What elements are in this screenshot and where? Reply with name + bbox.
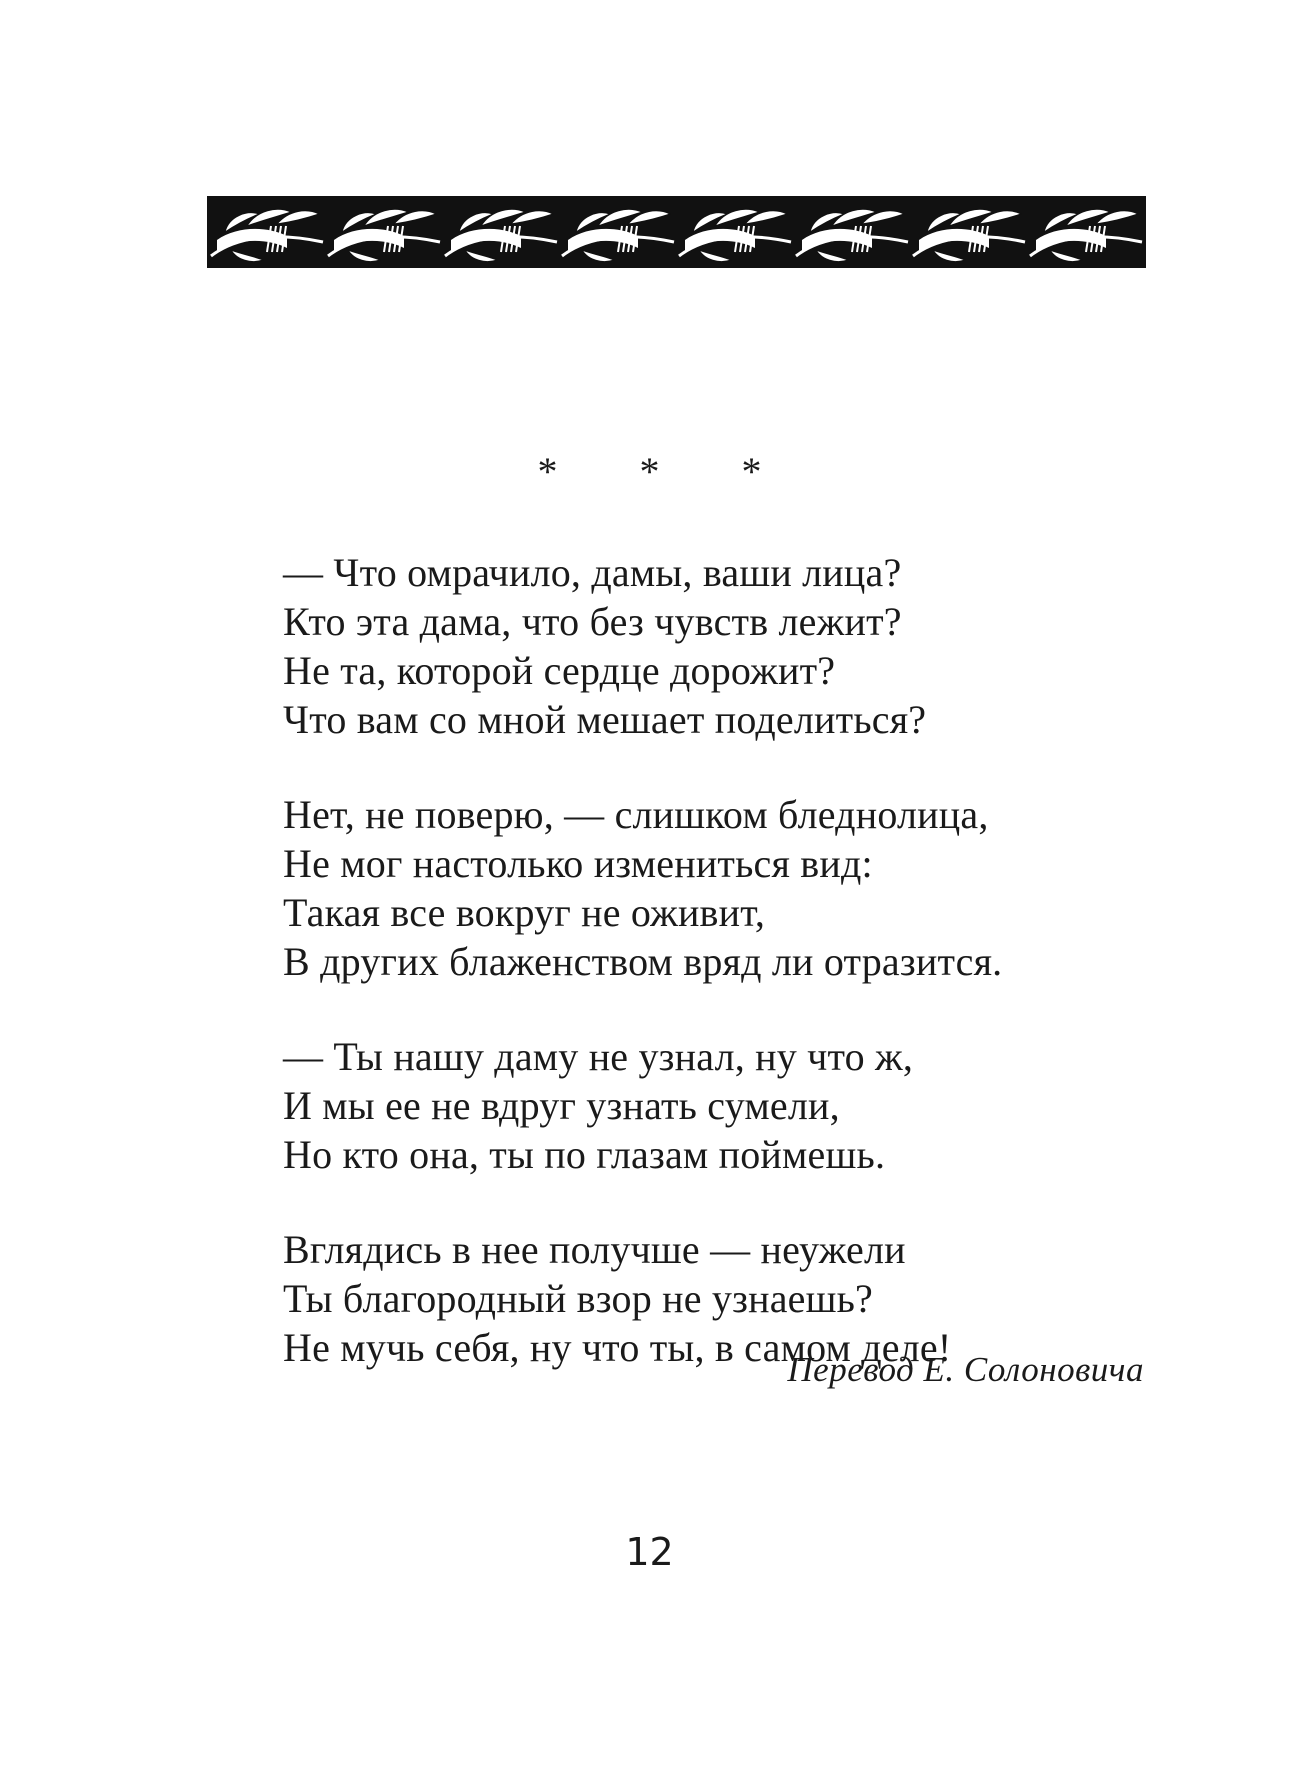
poem-line: Но кто она, ты по глазам поймешь. [283, 1132, 886, 1177]
section-separator: * * * [537, 449, 798, 494]
poem-line: Вглядись в нее получше — неужели [283, 1227, 906, 1272]
stanza [283, 548, 1183, 744]
page-number: 12 [625, 1530, 674, 1574]
poem-line: Не та, которой сердце дорожит? [283, 648, 836, 693]
poem-line: Такая все вокруг не оживит, [283, 890, 766, 935]
poem-line: Что вам со мной мешает поделиться? [283, 697, 927, 742]
poem-line: В других блаженством вряд ли отразится. [283, 939, 1003, 984]
poem-line: И мы ее не вдруг узнать сумели, [283, 1083, 840, 1128]
decorative-ornament-border [207, 196, 1146, 268]
stanza [283, 790, 1183, 986]
poem-line: — Что омрачило, дамы, ваши лица? [283, 550, 902, 595]
poem-line: Не мучь себя, ну что ты, в самом деле! [283, 1325, 952, 1370]
translator-credit: Перевод Е. Солоновича [787, 1350, 1144, 1389]
poem-line: Ты благородный взор не узнаешь? [283, 1276, 874, 1321]
poem-line: Кто эта дама, что без чувств лежит? [283, 599, 902, 644]
laurel-garland-icon [207, 196, 1146, 268]
poem [283, 548, 1183, 1418]
poem-line: Нет, не поверю, — слишком бледнолица, [283, 792, 989, 837]
poem-line: — Ты нашу даму не узнал, ну что ж, [283, 1034, 914, 1079]
stanza [283, 1032, 1183, 1179]
poem-line: Не мог настолько измениться вид: [283, 841, 873, 886]
